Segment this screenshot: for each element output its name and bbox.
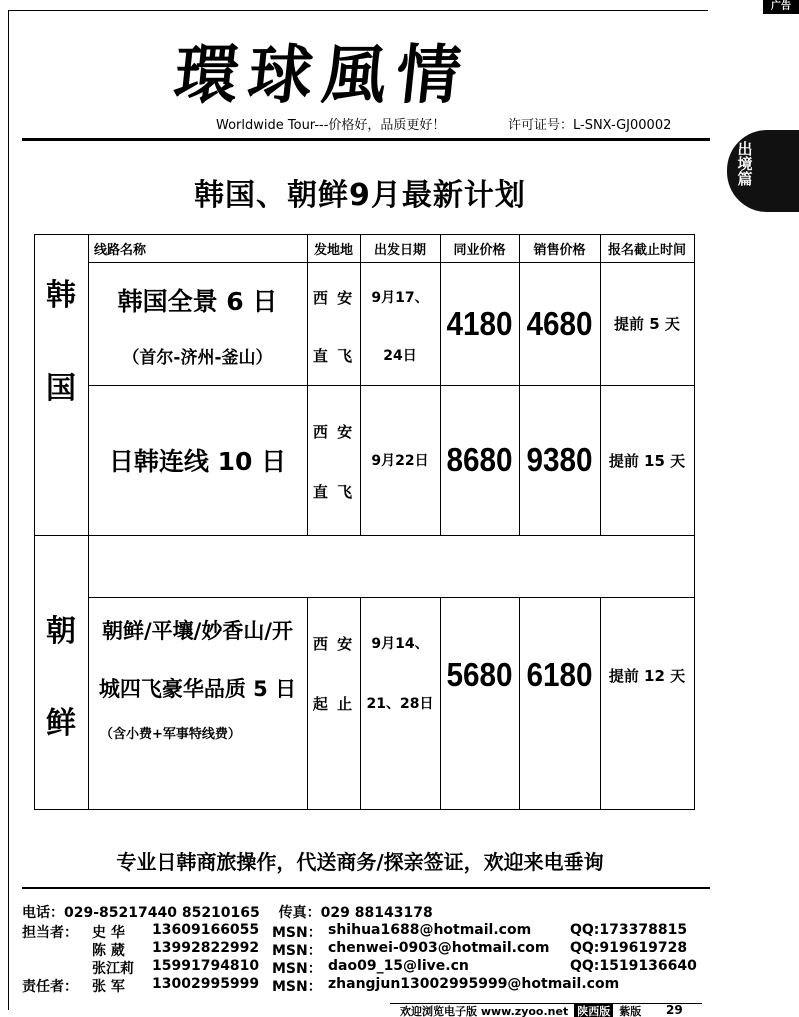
staff-qq: QQ:919619728 (570, 940, 688, 956)
country-label: 鲜 (46, 706, 76, 741)
headline: 韩国、朝鲜9月最新计划 (194, 178, 526, 213)
section-tab-char: 境 (737, 155, 753, 173)
section-tab (727, 130, 799, 212)
depart-date: 9月22日 (371, 453, 429, 469)
tagline: Worldwide Tour---价格好，品质更好！ (216, 118, 446, 133)
country-label: 朝 (46, 614, 76, 649)
fax-number: 029 88143178 (320, 905, 433, 921)
phone-line (22, 902, 433, 922)
header-rule (22, 138, 710, 141)
depart-city: 西 安 (312, 634, 355, 653)
table-border-right (694, 234, 695, 810)
responsible-mobile: 13002995999 (152, 976, 260, 992)
slogan: 专业日韩商旅操作，代送商务/探亲签证，欢迎来电垂询 (116, 850, 604, 874)
staff-msn: dao09_15@live.cn (328, 958, 469, 974)
staff-qq: QQ:1519136640 (570, 958, 697, 974)
responsible-msn: zhangjun13002995999@hotmail.com (328, 976, 620, 992)
trade-price: 5680 (446, 656, 513, 693)
depart-type: 直 飞 (312, 346, 355, 365)
row-divider (88, 597, 694, 598)
msn-label: MSN： (272, 979, 322, 995)
footer-text: 欢迎浏览电子版 www.zyoo.net (400, 1004, 569, 1017)
depart-date: 9月14、 (371, 636, 429, 652)
depart-date: 24日 (383, 348, 417, 364)
deadline: 提前 5 天 (614, 315, 680, 333)
col-divider (519, 597, 520, 810)
depart-city: 西 安 (312, 422, 355, 441)
header-deadline: 报名截止时间 (607, 242, 686, 258)
route-name: 韩国全景 6 日 (117, 287, 278, 316)
msn-label: MSN： (272, 943, 322, 959)
col-divider (440, 234, 441, 536)
license-number: 许可证号：L-SNX-GJ00002 (508, 118, 672, 133)
edition-name: 紫版 (619, 1004, 642, 1017)
depart-type: 起 止 (312, 694, 355, 713)
country-label: 国 (46, 371, 76, 406)
phone-label: 电话： (22, 905, 64, 921)
staff-name: 陈 葳 (92, 943, 125, 959)
country-divider (34, 535, 694, 536)
page-number: 29 (666, 1003, 683, 1017)
staff-label: 担当者： (22, 925, 78, 941)
route-name: 日韩连线 10 日 (108, 447, 287, 476)
sale-price: 9380 (526, 441, 593, 478)
staff-msn: shihua1688@hotmail.com (328, 922, 532, 938)
trade-price: 8680 (446, 441, 513, 478)
header-sale-price: 销售价格 (533, 242, 586, 258)
header-route: 线路名称 (94, 242, 147, 258)
section-tab-char: 出 (737, 140, 753, 158)
phone-number: 029-85217440 85210165 (64, 905, 260, 921)
route-name: 城四飞豪华品质 5 日 (98, 677, 297, 701)
table-border-bottom (34, 809, 694, 810)
deadline: 提前 12 天 (608, 666, 686, 685)
header-depart: 发地地 (313, 242, 353, 258)
ad-tag: 广告 (763, 0, 799, 14)
trade-price: 4180 (446, 304, 513, 342)
depart-city: 西 安 (312, 288, 355, 307)
header-trade-price: 同业价格 (453, 242, 506, 258)
staff-name: 史 华 (92, 925, 125, 941)
staff-msn: chenwei-0903@hotmail.com (328, 940, 550, 956)
depart-date: 9月17、 (371, 290, 429, 306)
staff-name: 张江莉 (92, 961, 134, 977)
edition-box: 陕西版 (574, 1003, 613, 1017)
logo: 環球風情 (170, 38, 475, 113)
footer-bar (390, 1003, 702, 1017)
footer-rule (22, 887, 710, 889)
depart-date: 21、28日 (366, 696, 434, 712)
deadline: 提前 15 天 (608, 451, 686, 470)
sale-price: 6180 (526, 656, 593, 693)
route-name: 朝鲜/平壤/妙香山/开 (101, 619, 293, 643)
route-subtitle: （首尔-济州-釜山） (122, 347, 273, 368)
staff-mobile: 13992822992 (152, 940, 260, 956)
sale-price: 4680 (526, 304, 593, 342)
responsible-name: 张 军 (92, 979, 125, 995)
staff-mobile: 13609166055 (152, 922, 260, 938)
top-rule (8, 10, 708, 11)
msn-label: MSN： (272, 925, 322, 941)
responsible-label: 责任者： (22, 979, 78, 995)
route-note: （含小费+军事特线费） (100, 726, 241, 742)
col-divider (519, 234, 520, 536)
msn-label: MSN： (272, 961, 322, 977)
fax-label: 传真： (278, 905, 321, 921)
header-date: 出发日期 (373, 242, 426, 258)
col-divider (440, 597, 441, 810)
section-tab-char: 篇 (737, 170, 753, 188)
country-label: 韩 (46, 278, 76, 313)
staff-mobile: 15991794810 (152, 958, 260, 974)
depart-type: 直 飞 (312, 482, 355, 501)
staff-qq: QQ:173378815 (570, 922, 688, 938)
